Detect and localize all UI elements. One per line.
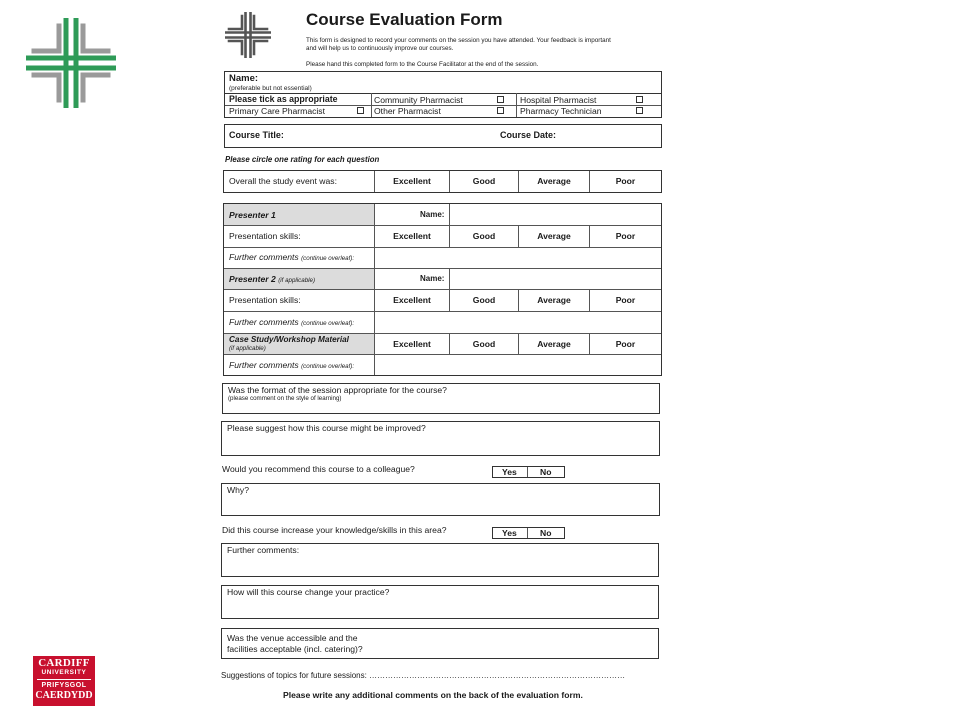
presenter-1-rating-poor[interactable]: Poor — [615, 231, 636, 241]
case-study-comments-label: Further comments (continue overleaf): — [229, 360, 355, 370]
form-cross-logo-icon — [225, 12, 271, 58]
checkbox-community-pharmacist[interactable] — [497, 96, 504, 103]
intro-line-1: This form is designed to record your comments on the session you have attended. Your feedback is important — [306, 37, 611, 44]
format-note: (please comment on the style of learning) — [228, 395, 342, 402]
presenter-2-rating-average[interactable]: Average — [537, 295, 571, 305]
logo-line-prifysgol: PRIFYSGOL — [41, 682, 87, 689]
presenter-1-rating-good[interactable]: Good — [472, 231, 496, 241]
footer-note: Please write any additional comments on the back of the evaluation form. — [283, 690, 583, 700]
overall-rating-average[interactable]: Average — [537, 176, 571, 186]
presenter-2-comments-label: Further comments (continue overleaf): — [229, 317, 355, 327]
case-study-if-applicable: (if applicable) — [229, 345, 266, 352]
form-title: Course Evaluation Form — [306, 10, 503, 29]
intro-line-2: and will help us to continuously improve our courses. — [306, 45, 454, 52]
name-note: (preferable but not essential) — [229, 85, 312, 92]
presenter-2-label: Presenter 2 (if applicable) — [229, 274, 316, 284]
case-study-rating-good[interactable]: Good — [472, 339, 496, 349]
tick-instruction: Please tick as appropriate — [229, 94, 338, 104]
pharmacy-cross-logo-icon — [26, 18, 116, 108]
checkbox-primary-care-pharmacist[interactable] — [357, 107, 364, 114]
role-pharmacy-technician: Pharmacy Technician — [520, 106, 602, 116]
case-study-rating-excellent[interactable]: Excellent — [393, 339, 431, 349]
suggestions-line: Suggestions of topics for future sessions: …………………………………………………………………………………… — [221, 671, 626, 680]
case-study-rating-average[interactable]: Average — [537, 339, 571, 349]
practice-question: How will this course change your practice? — [227, 587, 390, 597]
why-box[interactable] — [221, 483, 660, 516]
venue-question-line-2: facilities acceptable (incl. catering)? — [227, 644, 363, 654]
case-study-rating-poor[interactable]: Poor — [615, 339, 636, 349]
role-hospital-pharmacist: Hospital Pharmacist — [520, 95, 597, 105]
recommend-yes-option[interactable]: Yes — [502, 467, 517, 477]
presenter-1-name-label: Name: — [420, 210, 445, 219]
venue-question-line-1: Was the venue accessible and the — [227, 633, 358, 643]
checkbox-pharmacy-technician[interactable] — [636, 107, 643, 114]
improve-question: Please suggest how this course might be improved? — [227, 423, 426, 433]
name-label: Name: — [229, 73, 259, 84]
presenter-1-comments-label: Further comments (continue overleaf): — [229, 252, 355, 262]
why-label: Why? — [227, 485, 249, 495]
recommend-question: Would you recommend this course to a colleague? — [222, 464, 415, 474]
intro-line-3: Please hand this completed form to the Course Facilitator at the end of the session. — [306, 61, 539, 68]
overall-rating-excellent[interactable]: Excellent — [393, 176, 431, 186]
format-question: Was the format of the session appropriate for the course? — [228, 385, 447, 395]
role-other-pharmacist: Other Pharmacist — [374, 106, 441, 116]
presenter-2-rating-excellent[interactable]: Excellent — [393, 295, 431, 305]
knowledge-question: Did this course increase your knowledge/skills in this area? — [222, 525, 447, 535]
checkbox-hospital-pharmacist[interactable] — [636, 96, 643, 103]
logo-line-university: UNIVERSITY — [41, 669, 87, 676]
course-title-label: Course Title: — [229, 130, 284, 140]
overall-rating-poor[interactable]: Poor — [615, 176, 636, 186]
logo-line-caerdydd: CAERDYDD — [35, 690, 93, 701]
course-date-label: Course Date: — [500, 130, 557, 140]
recommend-no-option[interactable]: No — [540, 467, 552, 477]
case-study-label: Case Study/Workshop Material — [229, 335, 349, 344]
knowledge-yes-option[interactable]: Yes — [502, 528, 517, 538]
presenter-2-name-label: Name: — [420, 274, 445, 283]
role-community-pharmacist: Community Pharmacist — [374, 95, 463, 105]
checkbox-other-pharmacist[interactable] — [497, 107, 504, 114]
knowledge-no-option[interactable]: No — [540, 528, 552, 538]
circle-instruction: Please circle one rating for each question — [225, 155, 380, 164]
logo-line-cardiff: CARDIFF — [38, 657, 90, 669]
presenter-2-skills-label: Presentation skills: — [229, 295, 301, 305]
presenter-2-rating-good[interactable]: Good — [472, 295, 496, 305]
presenter-1-label: Presenter 1 — [229, 210, 276, 220]
further-comments-label: Further comments: — [227, 545, 300, 555]
presenter-1-rating-excellent[interactable]: Excellent — [393, 231, 431, 241]
presenter-2-rating-poor[interactable]: Poor — [615, 295, 636, 305]
recommend-yes-no — [492, 466, 565, 478]
knowledge-yes-no — [492, 527, 565, 539]
cardiff-university-logo — [33, 656, 95, 706]
presenter-1-skills-label: Presentation skills: — [229, 231, 301, 241]
role-primary-care-pharmacist: Primary Care Pharmacist — [229, 106, 325, 116]
course-details-box — [224, 124, 662, 148]
overall-rating-good[interactable]: Good — [472, 176, 496, 186]
overall-label: Overall the study event was: — [229, 176, 337, 186]
presenter-1-rating-average[interactable]: Average — [537, 231, 571, 241]
